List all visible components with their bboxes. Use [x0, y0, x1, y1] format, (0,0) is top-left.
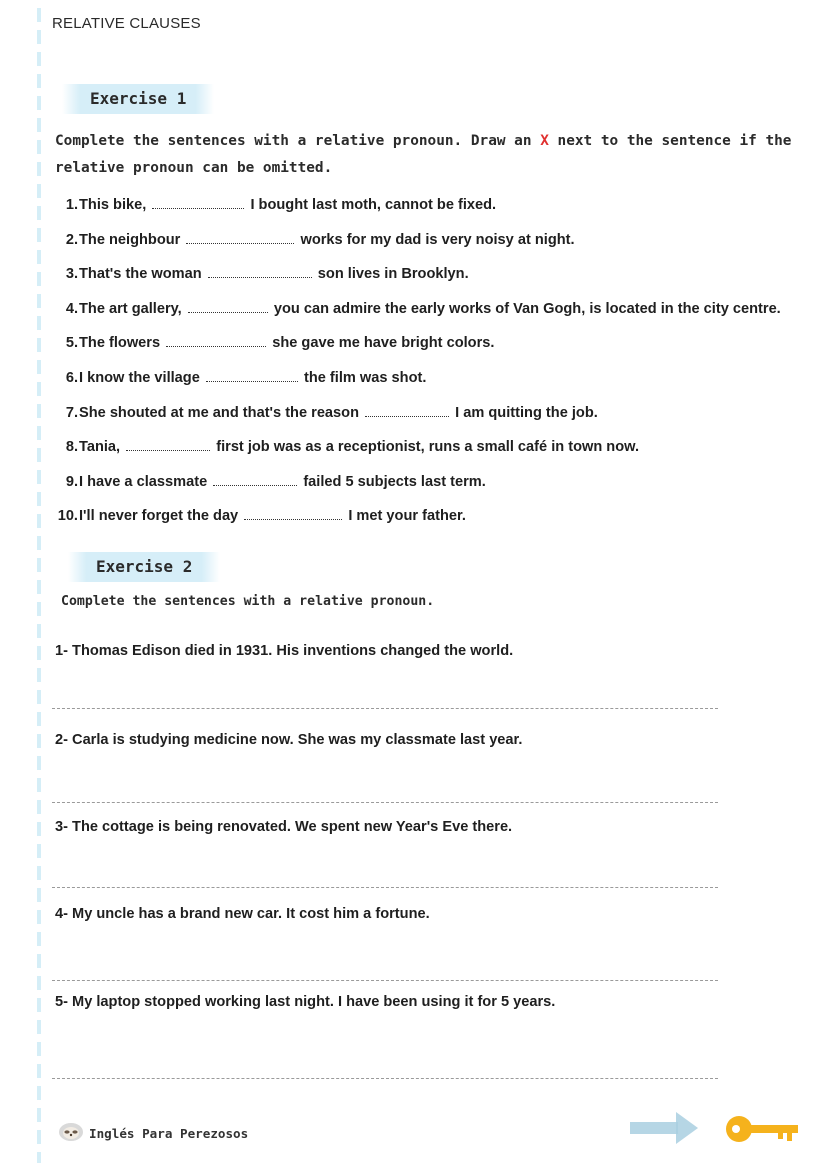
- answer-line[interactable]: [52, 1078, 718, 1079]
- exercise-1-instruction: [55, 128, 795, 182]
- exercise-2-instruction: Complete the sentences with a relative pronoun.: [61, 594, 435, 609]
- sentence-start: She shouted at me and that's the reason: [79, 404, 359, 421]
- brand-name: Inglés Para Perezosos: [89, 1126, 249, 1141]
- answer-line[interactable]: [52, 887, 718, 888]
- sentence-end: the film was shot.: [303, 369, 427, 386]
- exercise-2-item: 3- The cottage is being renovated. We spent new Year's Eve there.: [55, 819, 513, 835]
- item-number: 3.: [65, 266, 78, 283]
- item-number: 8.: [65, 439, 78, 456]
- sentence-end: she gave me have bright colors.: [272, 335, 495, 352]
- sentence-start: The neighbour: [79, 231, 181, 248]
- sentence-start: I have a classmate: [79, 473, 208, 490]
- blank-field[interactable]: [188, 300, 268, 313]
- key-icon[interactable]: [724, 1112, 800, 1151]
- sentence-start: Tania,: [79, 439, 121, 456]
- page-title: RELATIVE CLAUSES: [52, 15, 201, 32]
- sentence-start: I'll never forget the day: [79, 508, 239, 525]
- blank-field[interactable]: [206, 369, 298, 382]
- sentence-end: first job was as a receptionist, runs a small café in town now.: [216, 439, 640, 456]
- answer-line[interactable]: [52, 802, 718, 803]
- item-number: 2.: [65, 231, 78, 248]
- blank-field[interactable]: [166, 334, 266, 347]
- item-number: 7.: [65, 404, 78, 421]
- instruction-text-start: Complete the sentences with a relative pronoun. Draw an: [55, 133, 532, 149]
- sentence-start: The flowers: [79, 335, 161, 352]
- exercise-1-item: [52, 300, 781, 335]
- blank-field[interactable]: [365, 404, 449, 417]
- arrow-right-icon[interactable]: [628, 1108, 700, 1153]
- item-number: 4.: [65, 300, 78, 317]
- blank-field[interactable]: [152, 196, 244, 209]
- instruction-text-end: next to the sentence if the relative pronoun can be omitted.: [55, 133, 792, 176]
- item-number: 5.: [65, 335, 78, 352]
- exercise-2-item: 2- Carla is studying medicine now. She was my classmate last year.: [55, 732, 523, 748]
- exercise-2-item: 4- My uncle has a brand new car. It cost him a fortune.: [55, 906, 430, 922]
- sentence-end: son lives in Brooklyn.: [317, 266, 469, 283]
- exercise-1-item: [52, 369, 781, 404]
- exercise-1-item: [52, 231, 781, 266]
- blank-field[interactable]: [208, 265, 312, 278]
- sentence-start: The art gallery,: [79, 300, 182, 317]
- exercise-1-item: [52, 473, 781, 508]
- exercise-1-item: [52, 196, 781, 231]
- blank-field[interactable]: [126, 438, 210, 451]
- exercise-1-item: [52, 507, 781, 542]
- exercise-1-item: [52, 334, 781, 369]
- sentence-end: works for my dad is very noisy at night.: [300, 231, 575, 248]
- blank-field[interactable]: [213, 473, 297, 486]
- answer-line[interactable]: [52, 708, 718, 709]
- exercise-1-item: [52, 265, 781, 300]
- item-number: 10.: [57, 508, 78, 525]
- sentence-end: I met your father.: [348, 508, 466, 525]
- exercise-2-item: 5- My laptop stopped working last night. I have been using it for 5 years.: [55, 994, 556, 1010]
- exercise-2-item: 1- Thomas Edison died in 1931. His inventions changed the world.: [55, 643, 514, 659]
- item-number: 6.: [65, 369, 78, 386]
- exercise-1-title: Exercise 1: [62, 84, 214, 114]
- exercise-1-item: [52, 438, 781, 473]
- sentence-end: failed 5 subjects last term.: [303, 473, 486, 490]
- blank-field[interactable]: [186, 231, 294, 244]
- answer-line[interactable]: [52, 980, 718, 981]
- blank-field[interactable]: [244, 507, 342, 520]
- exercise-2-title: Exercise 2: [68, 552, 220, 582]
- sentence-end: you can admire the early works of Van Gogh, is located in the city centre.: [273, 300, 781, 317]
- item-number: 9.: [65, 473, 78, 490]
- sentence-start: That's the woman: [79, 266, 202, 283]
- footer-brand: [58, 1120, 248, 1147]
- sentence-start: I know the village: [79, 369, 200, 386]
- sloth-icon: [58, 1120, 84, 1147]
- sentence-start: This bike,: [79, 197, 147, 213]
- item-number: 1.: [65, 197, 78, 213]
- page-border-decoration: [37, 8, 41, 1163]
- sentence-end: I bought last moth, cannot be fixed.: [250, 197, 497, 213]
- exercise-1-item: [52, 404, 781, 439]
- sentence-end: I am quitting the job.: [455, 404, 598, 421]
- cross-mark-icon: X: [540, 133, 549, 149]
- exercise-1-list: [52, 196, 781, 542]
